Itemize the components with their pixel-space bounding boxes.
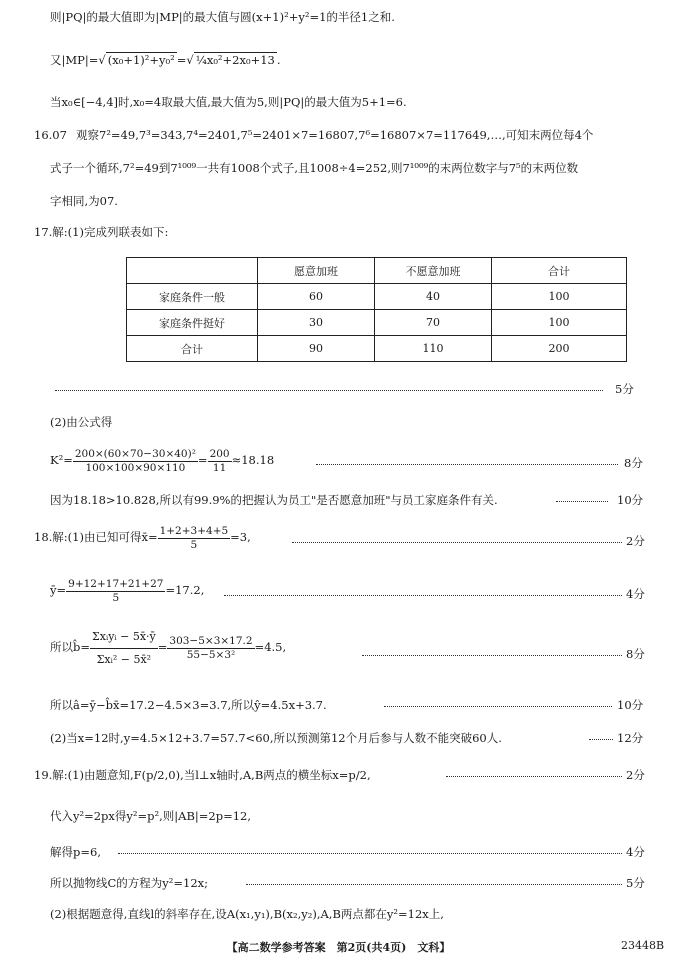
score-leader-dots [118,853,622,854]
table-cell: 家庭条件挺好 [127,310,258,336]
table-row [127,310,627,336]
table-cell: 60 [258,284,375,310]
score-leader-dots [55,390,603,391]
formula-b-hat: 所以b̂= $\frac{\text{Σxᵢyᵢ − 5x̄·ȳ}}{\text{Σxᵢ² − 5x̄²}}$ = $\frac{303-5\times 3\times 17.2}{\text{55−5×3²}}$ =4.5, [50,622,286,672]
score-leader-dots [246,884,622,885]
score-label: 2分 [626,768,645,782]
question-16-line: 式子一个循环,7²=49到7¹⁰⁰⁹一共有1008个式子,且1008÷4=252,则7¹⁰⁰⁹的末两位数字与7⁵的末两位数 [50,161,579,175]
table-cell [127,258,258,284]
score-leader-dots [384,706,612,707]
formula-ybar: ȳ= $\frac{9+12+17+21+27}{5}$ =17.2, [50,577,205,604]
text-line: 因为18.18>10.828,所以有99.9%的把握认为员工"是否愿意加班"与员工家庭条件有关. [50,493,498,507]
text-line: 解得p=6, [50,845,101,859]
score-label: 5分 [626,876,645,890]
contingency-table [126,257,627,362]
table-cell: 70 [375,310,492,336]
score-label: 10分 [617,698,644,712]
text-line: (2)当x=12时,y=4.5×12+3.7=57.7<60,所以预测第12个月后参与人数不能突破60人. [50,731,502,745]
footer-title: 【高二数学参考答案 第2页(共4页) 文科】 [226,941,451,954]
table-cell: 合计 [492,258,627,284]
table-row [127,284,627,310]
score-label: 2分 [626,534,645,548]
text-line: 所以â=ȳ−b̂x̄=17.2−4.5×3=3.7,所以ŷ=4.5x+3.7. [50,698,327,712]
table-cell: 40 [375,284,492,310]
formula-xbar: 18.解:(1)由已知可得x̄= $\frac{1+2+3+4+5}{5}$ =3, [34,524,251,551]
table-cell: 家庭条件一般 [127,284,258,310]
table-header-row [127,258,627,284]
score-label: 5分 [615,382,634,396]
score-leader-dots [446,776,622,777]
table-cell: 90 [258,336,375,362]
score-label: 8分 [626,647,645,661]
score-label: 4分 [626,587,645,601]
table-cell: 30 [258,310,375,336]
score-leader-dots [589,739,613,740]
question-16-line: 观察7²=49,7³=343,7⁴=2401,7⁵=2401×7=16807,7⁶=16807×7=117649,…,可知末两位每4个 [76,128,594,142]
score-label: 12分 [617,731,644,745]
text-line: 代入y²=2px得y²=p²,则|AB|=2p=12, [50,809,252,823]
table-cell: 100 [492,310,627,336]
text-line: 则|PQ|的最大值即为|MP|的最大值与圆(x+1)²+y²=1的半径1之和. [50,10,395,24]
score-label: 10分 [617,493,644,507]
question-19-heading: 19.解:(1)由题意知,F(p/2,0),当l⊥x轴时,A,B两点的横坐标x=p/2, [34,768,371,782]
formula-k2: K²= $\frac{\text{200×(60×70−30×40)²}}{100\times 100\times 90\times 110}$ = $\frac{200}{11}$ ≈18.18 [50,447,275,474]
question-16-line: 字相同,为07. [50,194,118,208]
formula-mp: 又|MP|=√ (x₀+1)²+y₀² =√ ¼x₀²+2x₀+13 . [50,53,281,67]
text-line: 当x₀∈[−4,4]时,x₀=4取最大值,最大值为5,则|PQ|的最大值为5+1=6. [50,95,407,109]
table-cell: 合计 [127,336,258,362]
text-line: (2)根据题意得,直线l的斜率存在,设A(x₁,y₁),B(x₂,y₂),A,B两点都在y²=12x上, [50,907,444,921]
question-16-number: 16.07 [34,128,67,142]
score-leader-dots [224,595,622,596]
table-cell: 不愿意加班 [375,258,492,284]
table-cell: 200 [492,336,627,362]
table-cell: 愿意加班 [258,258,375,284]
score-label: 4分 [626,845,645,859]
text-line: 所以抛物线C的方程为y²=12x; [50,876,209,890]
footer-code: 23448B [621,939,665,952]
question-17-part2: (2)由公式得 [50,415,113,429]
table-cell: 110 [375,336,492,362]
score-leader-dots [556,501,608,502]
question-17-heading: 17.解:(1)完成列联表如下: [34,225,169,239]
table-cell: 100 [492,284,627,310]
score-leader-dots [362,655,622,656]
score-leader-dots [316,464,618,465]
score-label: 8分 [624,456,643,470]
score-leader-dots [292,542,622,543]
table-row [127,336,627,362]
